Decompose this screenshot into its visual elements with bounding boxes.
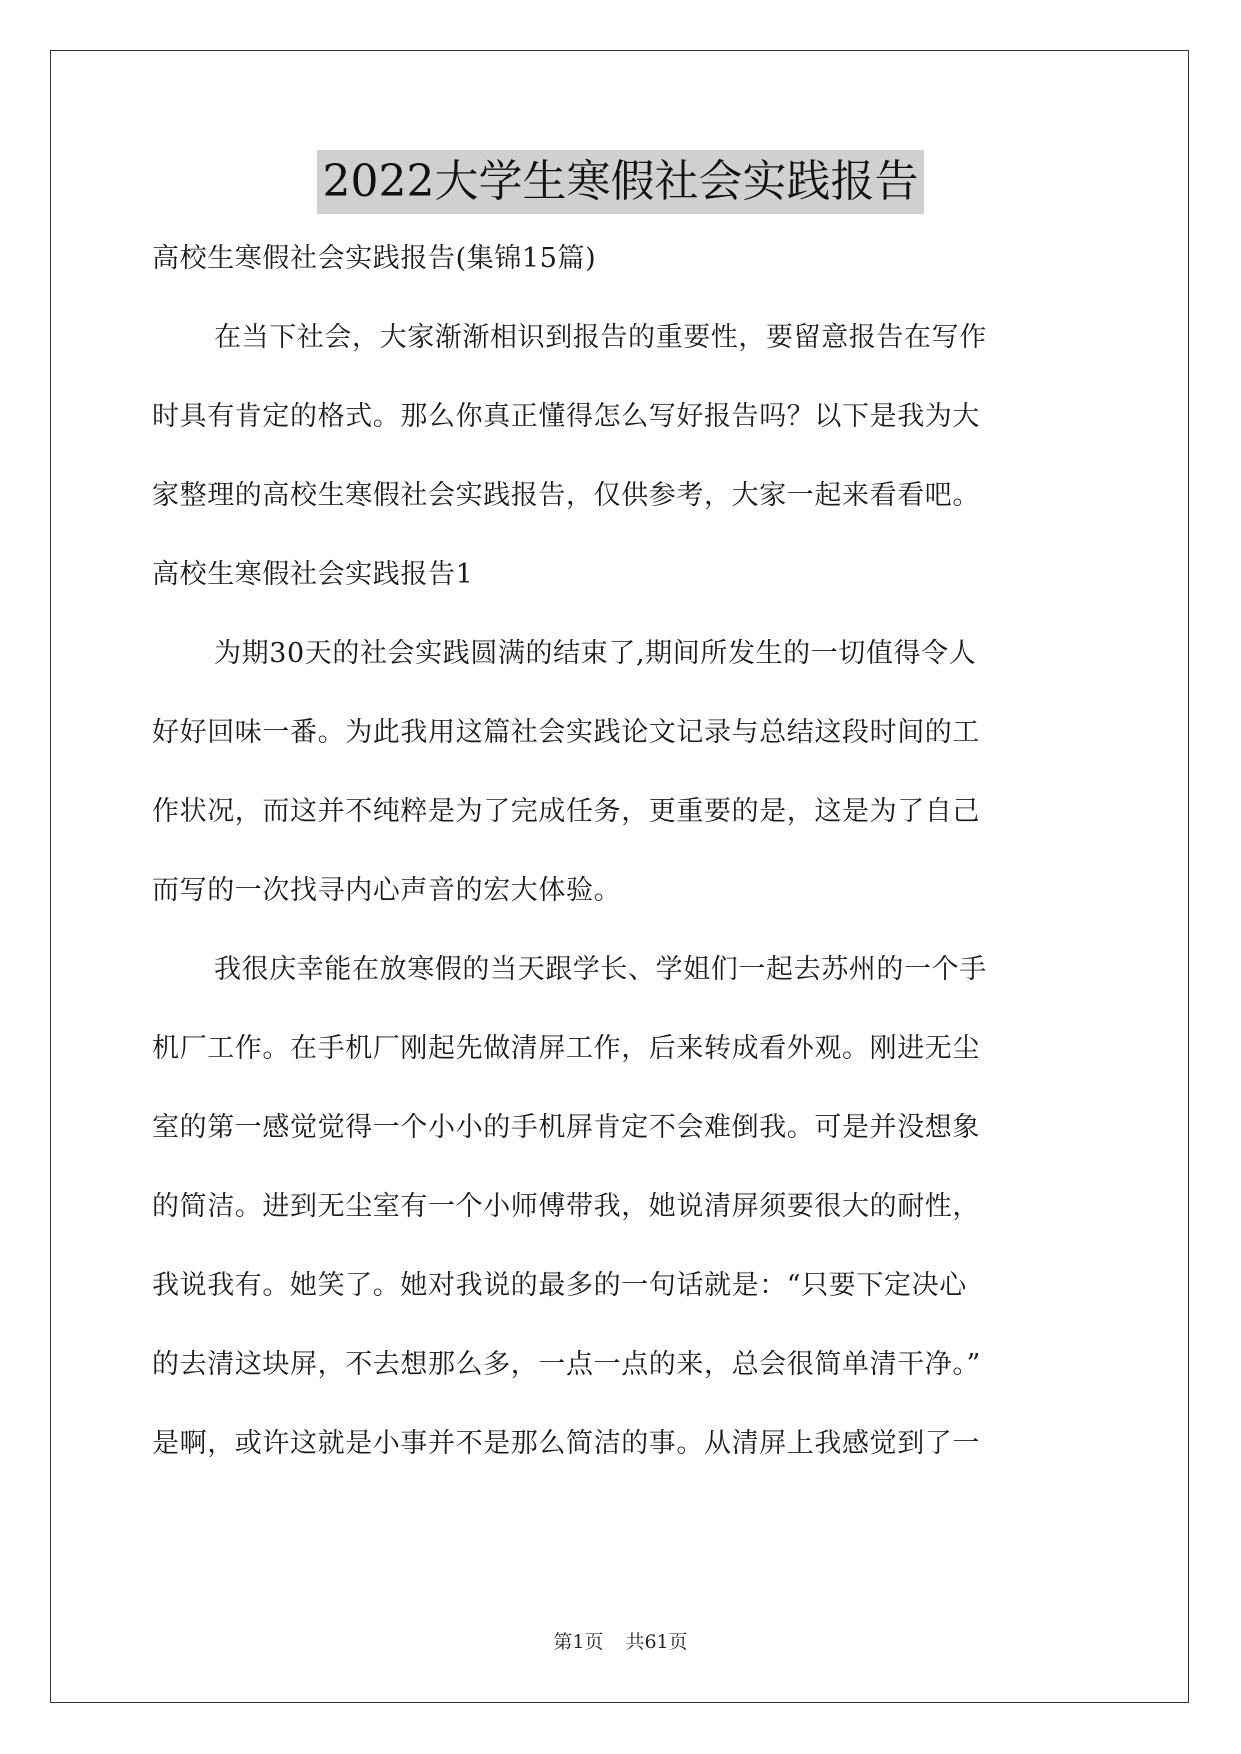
paragraph-first-line: 高校生寒假社会实践报告1: [152, 559, 474, 590]
paragraph-first-line: 为期30天的社会实践圆满的结束了,期间所发生的一切值得令人: [214, 638, 977, 669]
paragraph-line: 作状况，而这并不纯粹是为了完成任务，更重要的是，这是为了自己: [152, 796, 980, 827]
paragraph-line: 我说我有。她笑了。她对我说的最多的一句话就是：“只要下定决心: [152, 1270, 967, 1301]
paragraph-first-line: 在当下社会，大家渐渐相识到报告的重要性，要留意报告在写作: [214, 322, 987, 353]
document-body: [152, 234, 1090, 1498]
page-number: 第1页: [553, 1631, 604, 1653]
document-subtitle: 高校生寒假社会实践报告(集锦15篇): [152, 243, 597, 274]
paragraph-line: 好好回味一番。为此我用这篇社会实践论文记录与总结这段时间的工: [152, 717, 980, 748]
title-container: [0, 150, 1241, 214]
paragraph-line: 的去清这块屏，不去想那么多，一点一点的来，总会很简单清干净。”: [152, 1349, 981, 1380]
paragraph-first-line: 我很庆幸能在放寒假的当天跟学长、学姐们一起去苏州的一个手: [214, 954, 987, 985]
paragraph-line: 而写的一次找寻内心声音的宏大体验。: [152, 875, 622, 906]
paragraph-line: 是啊，或许这就是小事并不是那么简洁的事。从清屏上我感觉到了一: [152, 1428, 980, 1459]
page-footer: [0, 1627, 1241, 1654]
page-total: 共61页: [625, 1631, 688, 1653]
paragraph-line: 的简洁。进到无尘室有一个小师傅带我，她说清屏须要很大的耐性，: [152, 1191, 980, 1222]
paragraph-line: 室的第一感觉觉得一个小小的手机屏肯定不会难倒我。可是并没想象: [152, 1112, 980, 1143]
paragraph-line: 家整理的高校生寒假社会实践报告，仅供参考，大家一起来看看吧。: [152, 480, 980, 511]
paragraph-line: 机厂工作。在手机厂刚起先做清屏工作，后来转成看外观。刚进无尘: [152, 1033, 980, 1064]
paragraph-line: 时具有肯定的格式。那么你真正懂得怎么写好报告吗？以下是我为大: [152, 401, 980, 432]
document-title: 2022大学生寒假社会实践报告: [317, 150, 925, 214]
